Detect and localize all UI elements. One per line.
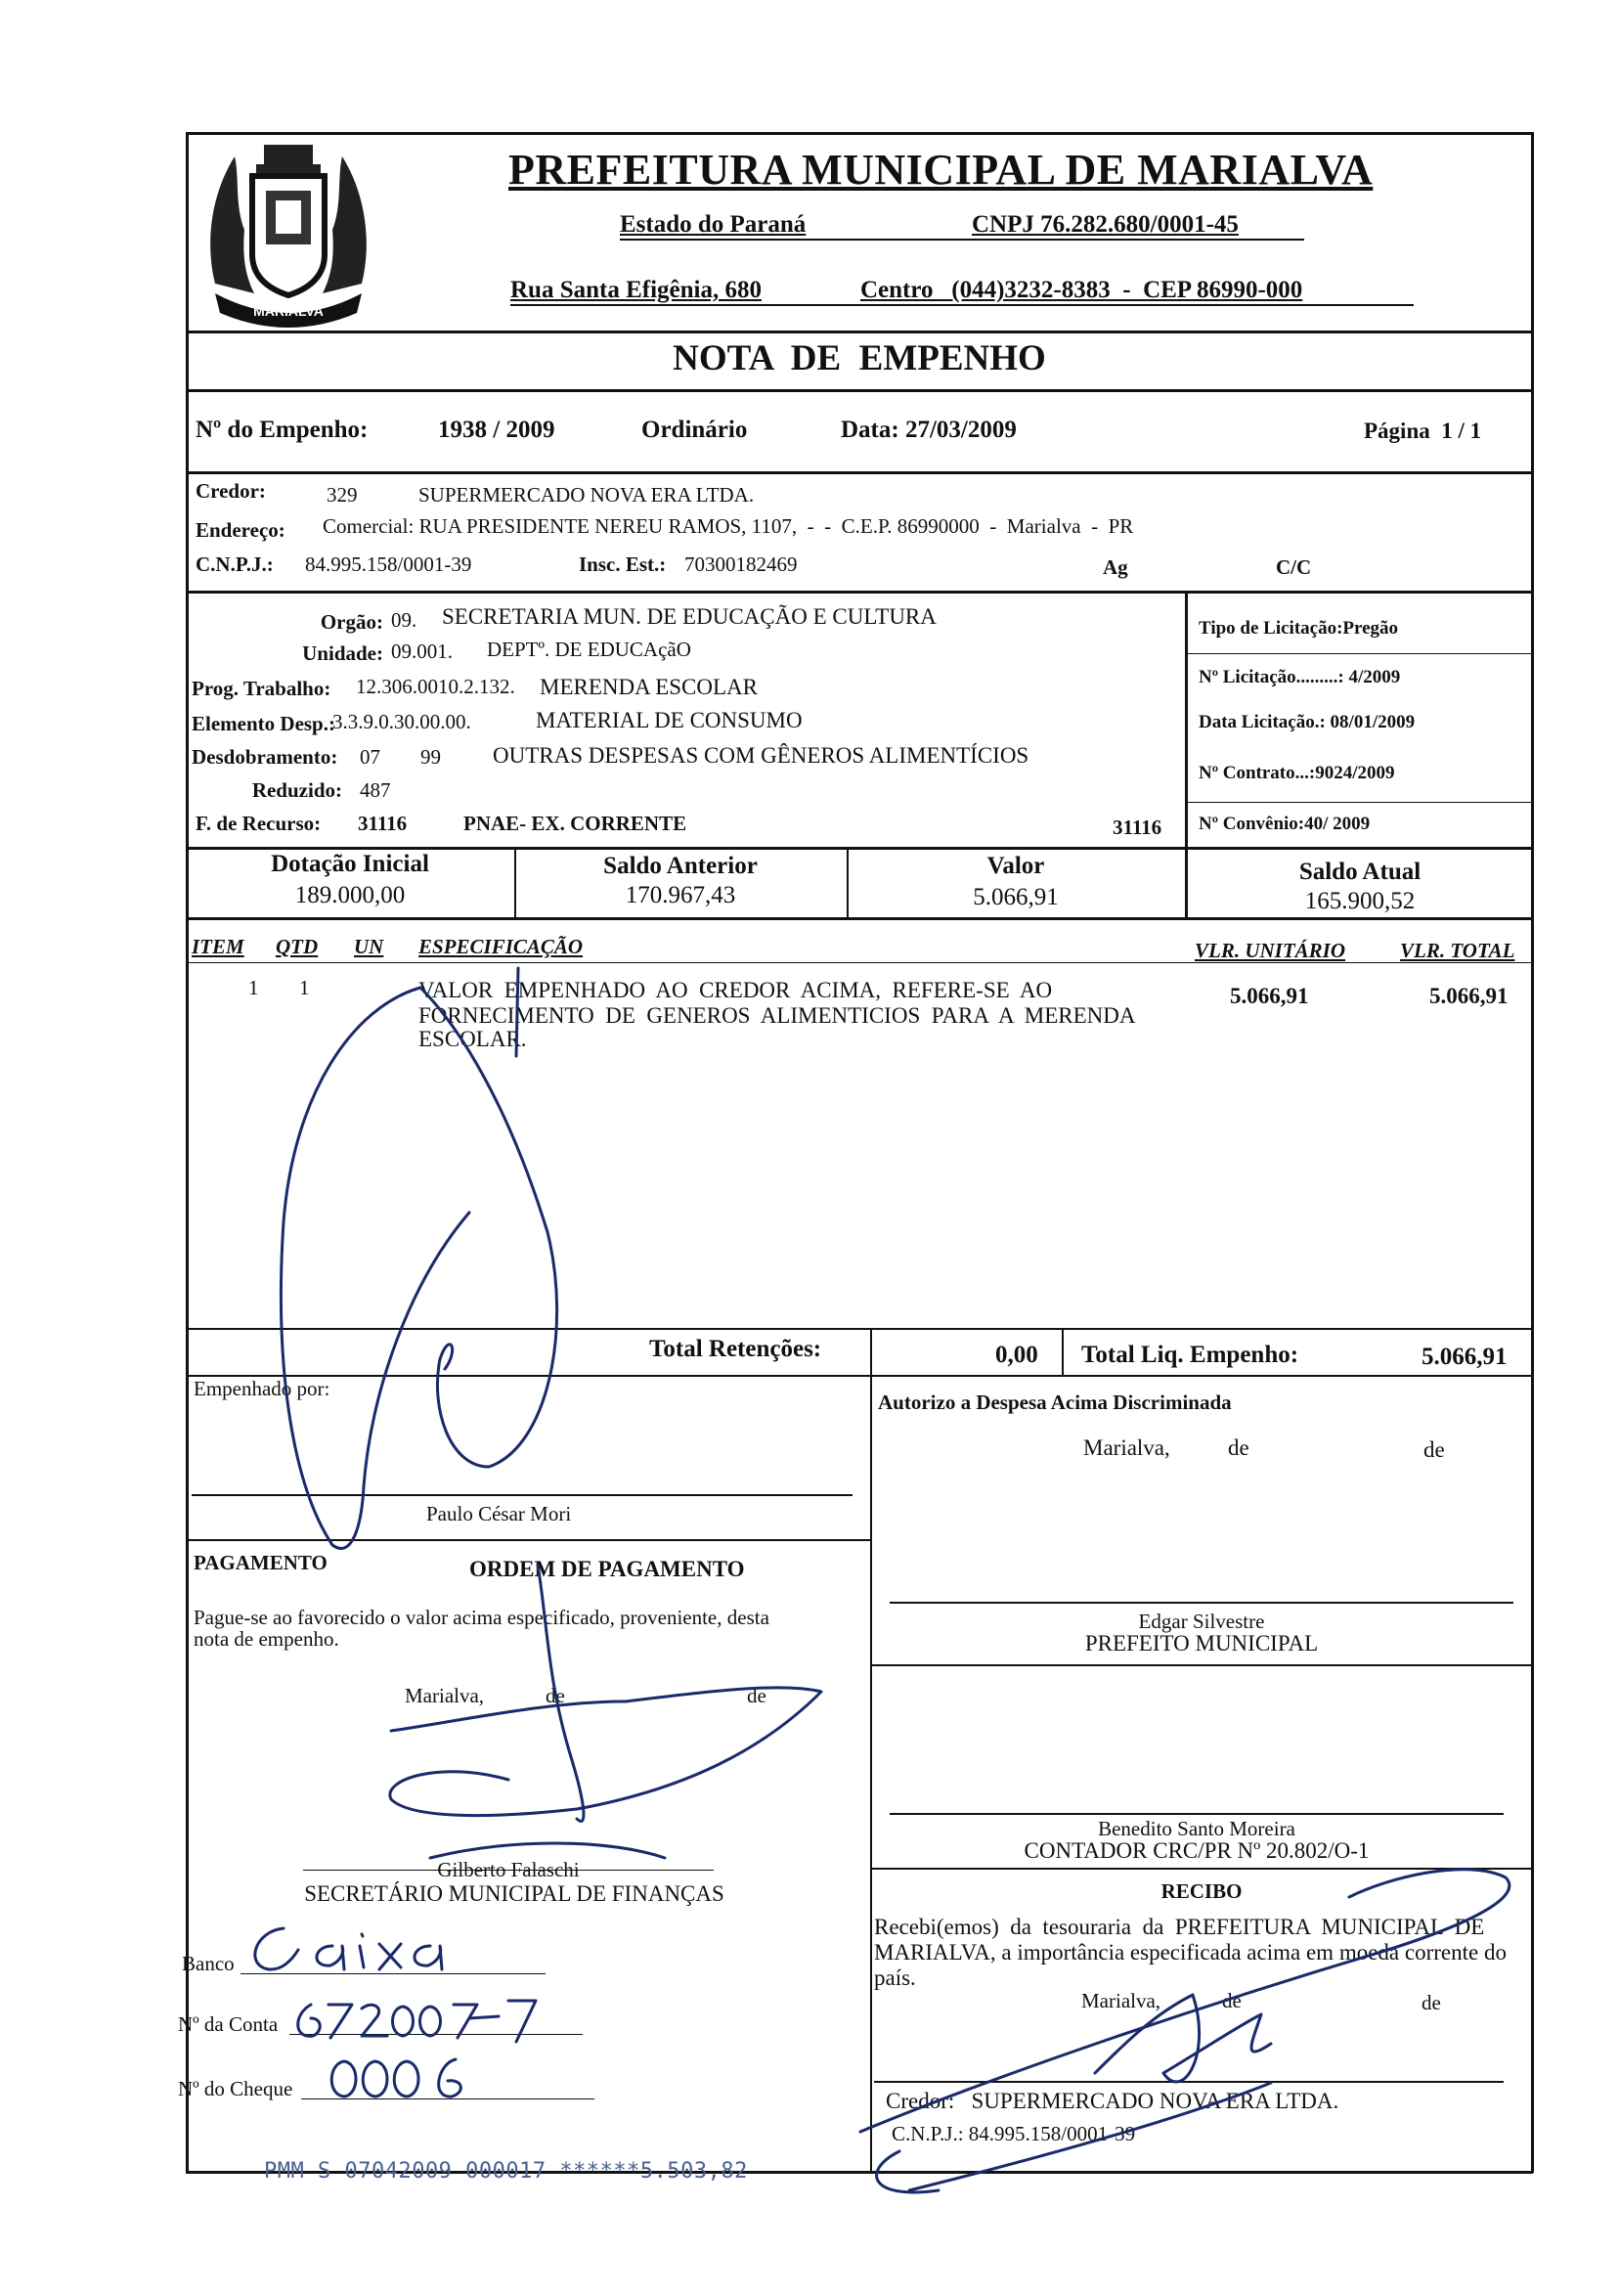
liquido-label: Total Liq. Empenho:	[1081, 1342, 1299, 1368]
recibo-de2: de	[1422, 1991, 1441, 2014]
elemento-label: Elemento Desp.:	[192, 712, 335, 735]
dotacao-value: 189.000,00	[294, 882, 406, 908]
licitacao-convenio: Nº Convênio:40/ 2009	[1199, 814, 1371, 834]
recibo-de1: de	[1222, 1989, 1242, 2012]
row-desc-line2: FORNECIMENTO DE GENEROS ALIMENTICIOS PARA A MERENDA	[418, 1003, 1136, 1028]
pagamento-text1: Pague-se ao favorecido o valor acima especificado, proveniente, desta	[194, 1606, 769, 1629]
row-desc-line3: ESCOLAR.	[418, 1027, 527, 1051]
svg-text:MARIALVA: MARIALVA	[253, 303, 324, 319]
credor-code: 329	[327, 483, 358, 507]
col-qtd: QTD	[276, 935, 319, 958]
contador-cargo: CONTADOR CRC/PR Nº 20.802/O-1	[1024, 1838, 1370, 1863]
dotacao-label: Dotação Inicial	[271, 851, 429, 877]
cnpj-label: C.N.P.J.:	[196, 552, 274, 576]
row-desc-line1: VALOR EMPENHADO AO CREDOR ACIMA, REFERE-SE AO	[418, 978, 1053, 1002]
unidade-code: 09.001.	[391, 640, 453, 663]
recibo-title: RECIBO	[1160, 1879, 1243, 1903]
saldo-anterior-value: 170.967,43	[625, 882, 736, 908]
fonte-code-right: 31116	[1113, 816, 1162, 839]
recibo-local: Marialva,	[1081, 1989, 1161, 2012]
desdobramento-label: Desdobramento:	[192, 745, 338, 769]
agencia-label: Ag	[1103, 555, 1128, 579]
authentication-stamp: PMM S 07042009 000017 ******5.503,82	[264, 2159, 748, 2184]
prog-label: Prog. Trabalho:	[192, 677, 331, 700]
col-vlr-unitario: VLR. UNITÁRIO	[1195, 939, 1346, 962]
ordem-pagamento-title: ORDEM DE PAGAMENTO	[469, 1557, 745, 1581]
recibo-credor: Credor: SUPERMERCADO NOVA ERA LTDA.	[886, 2089, 1339, 2113]
endereco-label: Endereço:	[196, 518, 285, 542]
orgao-name: SECRETARIA MUN. DE EDUCAÇÃO E CULTURA	[442, 604, 937, 629]
licitacao-tipo: Tipo de Licitação:Pregão	[1199, 618, 1399, 639]
reduzido-value: 487	[360, 778, 391, 802]
credor-label: Credor:	[196, 479, 266, 503]
row-total-value: 5.066,91	[1429, 984, 1509, 1008]
prefeito-nome: Edgar Silvestre	[1138, 1610, 1265, 1633]
pagamento-text2: nota de empenho.	[194, 1627, 339, 1651]
liquido-value: 5.066,91	[1422, 1344, 1508, 1370]
row-qtd: 1	[299, 976, 310, 999]
desdobramento-name: OUTRAS DESPESAS COM GÊNEROS ALIMENTÍCIOS	[493, 743, 1029, 768]
recibo-text3: país.	[874, 1965, 916, 1990]
header-cnpj: CNPJ 76.282.680/0001-45	[972, 211, 1239, 238]
fonte-name: PNAE- EX. CORRENTE	[463, 812, 687, 835]
pagamento-de2: de	[747, 1684, 766, 1707]
retencoes-label: Total Retenções:	[649, 1336, 822, 1362]
desdobramento-code2: 99	[420, 745, 441, 769]
header-address: Centro (044)3232-8383 - CEP 86990-000	[860, 277, 1303, 303]
empenhado-por-label: Empenhado por:	[194, 1377, 330, 1400]
banco-label: Banco	[182, 1952, 235, 1975]
col-item: ITEM	[192, 935, 244, 958]
contador-nome: Benedito Santo Moreira	[1098, 1817, 1295, 1840]
retencoes-value: 0,00	[995, 1342, 1038, 1368]
autorizo-de1: de	[1228, 1435, 1249, 1460]
reduzido-label: Reduzido:	[251, 778, 342, 802]
empenhado-por-nome: Paulo César Mori	[426, 1502, 572, 1525]
secretario-nome: Gilberto Falaschi	[437, 1858, 580, 1881]
prog-name: MERENDA ESCOLAR	[540, 675, 758, 699]
secretario-cargo: SECRETÁRIO MUNICIPAL DE FINANÇAS	[304, 1881, 724, 1906]
fonte-code: 31116	[358, 812, 408, 835]
pagamento-local: Marialva,	[405, 1684, 485, 1707]
row-item: 1	[248, 976, 259, 999]
col-un: UN	[354, 935, 384, 958]
fonte-label: F. de Recurso:	[196, 812, 322, 835]
autorizo-text: Autorizo a Despesa Acima Discriminada	[878, 1391, 1232, 1414]
unidade-label: Unidade:	[302, 641, 383, 665]
autorizo-de2: de	[1423, 1437, 1445, 1462]
col-especificacao: ESPECIFICAÇÃO	[418, 935, 584, 958]
licitacao-data: Data Licitação.: 08/01/2009	[1199, 712, 1416, 732]
recibo-text2: MARIALVA, a importância especificada acima em moeda corrente do	[874, 1940, 1507, 1965]
orgao-label: Orgão:	[320, 610, 383, 634]
prefeito-cargo: PREFEITO MUNICIPAL	[1084, 1631, 1319, 1656]
licitacao-contrato: Nº Contrato...:9024/2009	[1199, 763, 1395, 783]
pagamento-label: PAGAMENTO	[194, 1551, 328, 1574]
recibo-text1: Recebi(emos) da tesouraria da PREFEITURA MUNICIPAL DE	[874, 1915, 1485, 1939]
insc-value: 70300182469	[684, 552, 798, 576]
recibo-cnpj: C.N.P.J.: 84.995.158/0001-39	[892, 2122, 1136, 2145]
row-unit-value: 5.066,91	[1230, 984, 1309, 1008]
header-street: Rua Santa Efigênia, 680	[510, 277, 762, 303]
saldo-anterior-label: Saldo Anterior	[603, 853, 758, 879]
conta-label: Nº da Conta	[178, 2012, 279, 2036]
document-title: NOTA DE EMPENHO	[673, 338, 1046, 378]
empenho-number: 1938 / 2009	[438, 417, 555, 443]
cnpj-value: 84.995.158/0001-39	[305, 552, 472, 576]
valor-label: Valor	[986, 853, 1045, 879]
endereco-value: Comercial: RUA PRESIDENTE NEREU RAMOS, 1107, - - C.E.P. 86990000 - Marialva - PR	[323, 514, 1134, 538]
header-title: PREFEITURA MUNICIPAL DE MARIALVA	[508, 146, 1374, 194]
page-number: Página 1 / 1	[1364, 419, 1482, 443]
autorizo-local: Marialva,	[1083, 1435, 1170, 1460]
saldo-atual-label: Saldo Atual	[1298, 859, 1422, 885]
empenho-date: Data: 27/03/2009	[841, 417, 1017, 443]
municipal-crest	[196, 137, 381, 328]
col-vlr-total: VLR. TOTAL	[1400, 939, 1515, 962]
elemento-code: 3.3.9.0.30.00.00.	[332, 710, 471, 733]
unidade-name: DEPTº. DE EDUCAçãO	[487, 638, 691, 661]
conta-corrente-label: C/C	[1276, 555, 1312, 579]
licitacao-numero: Nº Licitação.........: 4/2009	[1199, 667, 1401, 687]
elemento-name: MATERIAL DE CONSUMO	[536, 708, 803, 732]
saldo-atual-value: 165.900,52	[1304, 888, 1416, 914]
pagamento-de1: de	[546, 1684, 565, 1707]
empenho-type: Ordinário	[641, 417, 748, 443]
insc-label: Insc. Est.:	[579, 552, 667, 576]
desdobramento-code: 07	[360, 745, 380, 769]
cheque-label: Nº do Cheque	[178, 2077, 293, 2100]
credor-name: SUPERMERCADO NOVA ERA LTDA.	[418, 483, 755, 507]
valor-value: 5.066,91	[973, 884, 1059, 910]
prog-code: 12.306.0010.2.132.	[356, 675, 515, 698]
orgao-code: 09.	[391, 608, 417, 632]
empenho-label: Nº do Empenho:	[196, 417, 369, 443]
header-state: Estado do Paraná	[620, 211, 807, 238]
